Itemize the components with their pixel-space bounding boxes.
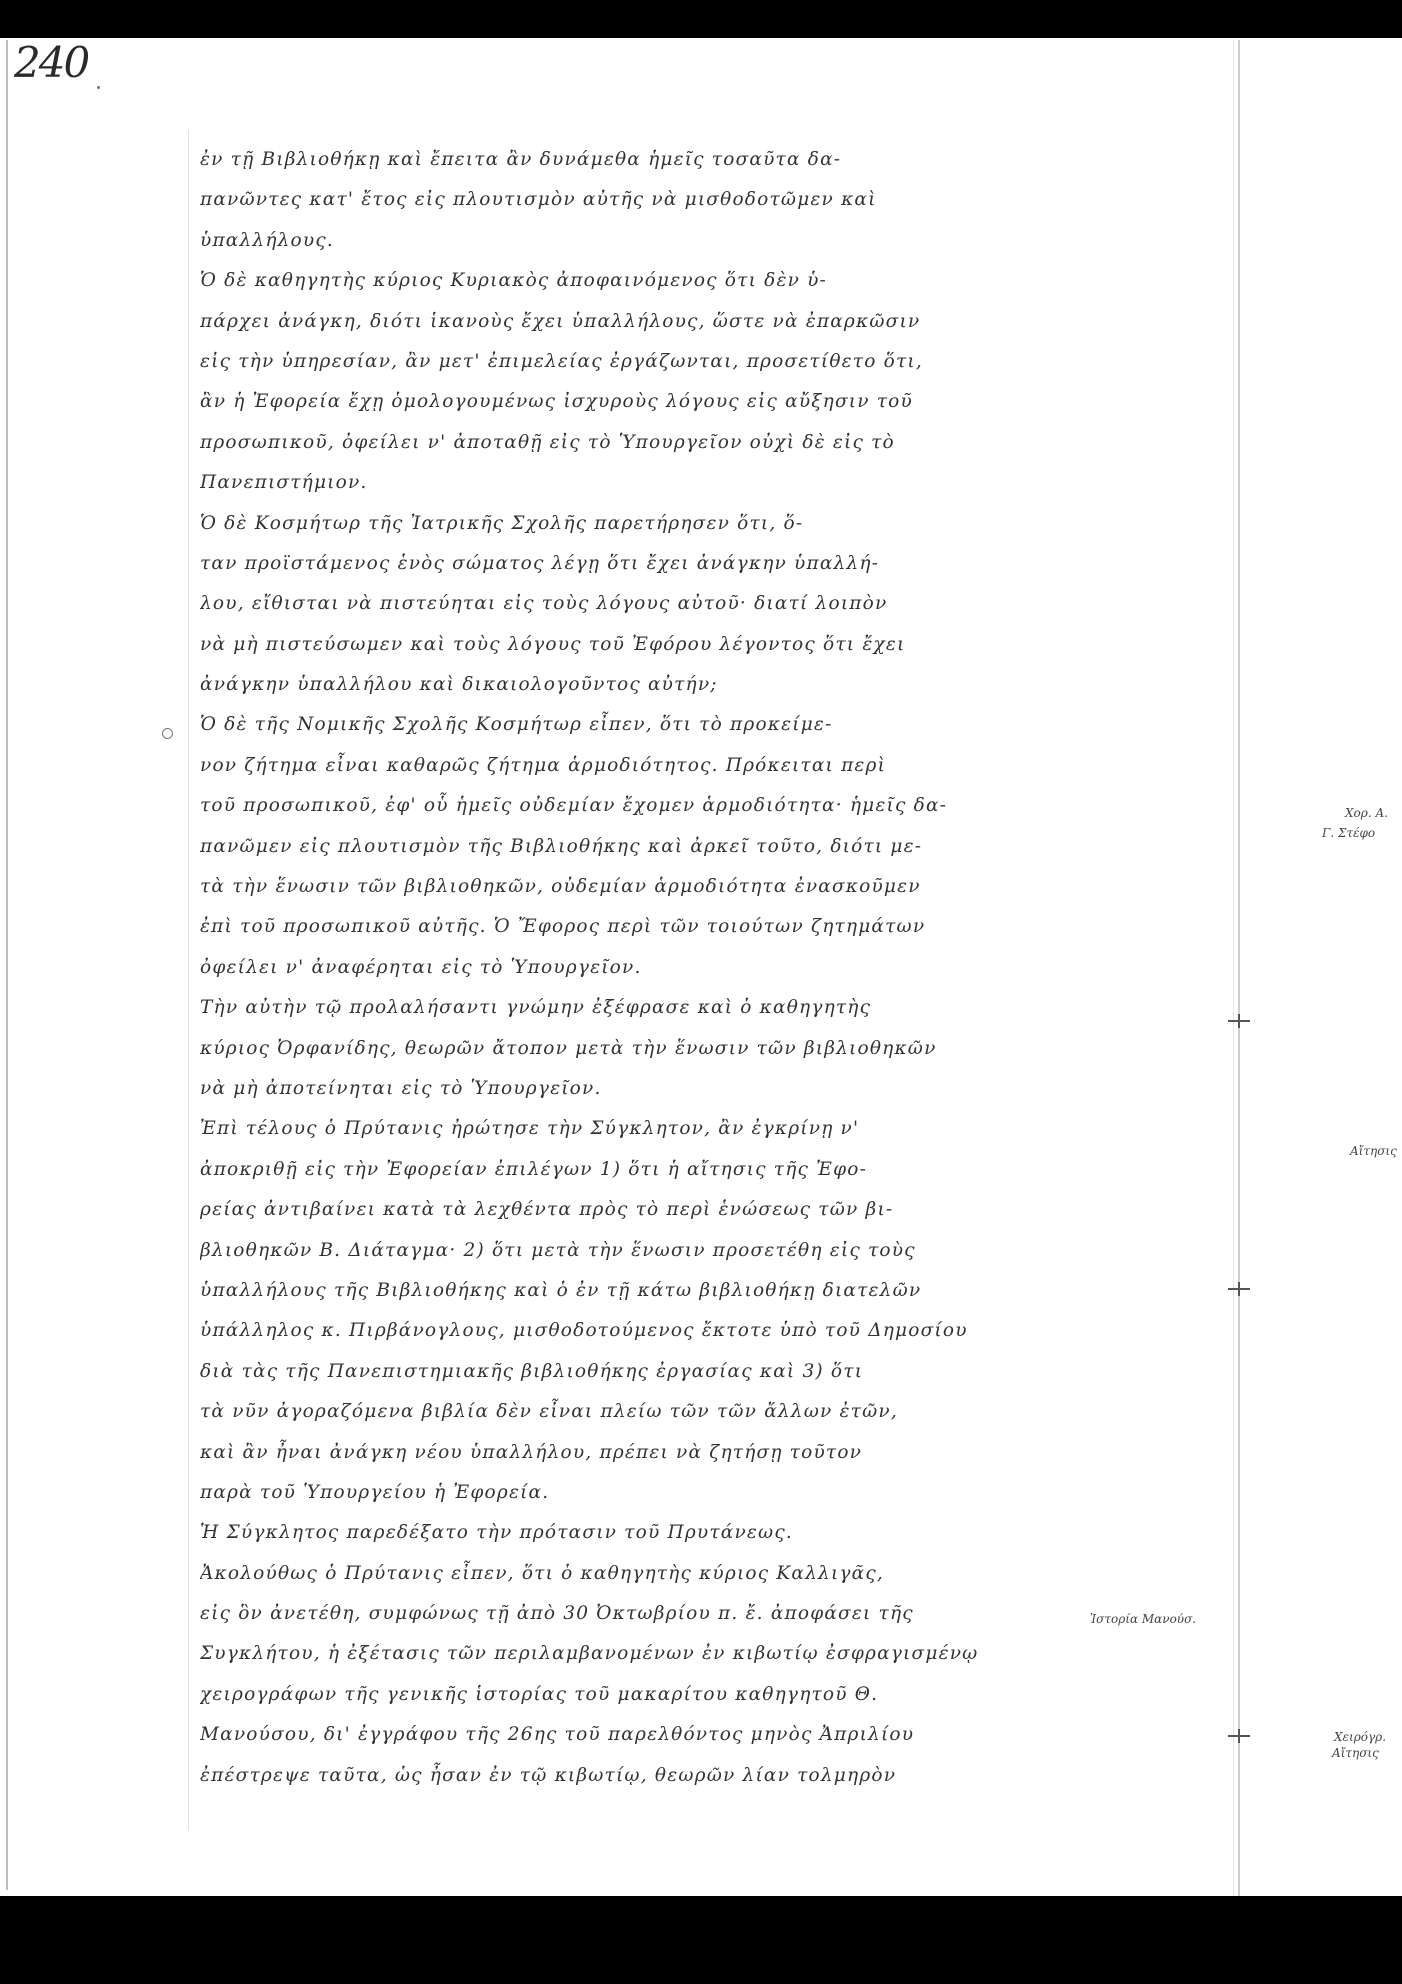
text-line: ρείας ἀντιβαίνει κατὰ τὰ λεχθέντα πρὸς τὸ περὶ ἑνώσεως τῶν βι- [200, 1199, 894, 1221]
margin-rule-line [1238, 40, 1240, 1896]
text-line: Ἡ Σύγκλητος παρεδέξατο τὴν πρότασιν τοῦ Πρυτάνεως. [200, 1522, 793, 1544]
text-line: διὰ τὰς τῆς Πανεπιστημιακῆς βιβλιοθήκης ἐργασίας καὶ 3) ὅτι [200, 1360, 864, 1382]
text-line: ὑπαλλήλους. [200, 229, 334, 251]
text-line: ὑπαλλήλους τῆς Βιβλιοθήκης καὶ ὁ ἐν τῇ κάτω βιβλιοθήκῃ διατελῶν [200, 1279, 922, 1301]
margin-note: Αἴτησις [1332, 1746, 1379, 1760]
text-margin-rule [188, 130, 189, 1830]
text-line: ἐπὶ τοῦ προσωπικοῦ αὐτῆς. Ὁ Ἔφορος περὶ τῶν τοιούτων ζητημάτων [200, 916, 926, 938]
text-line: ἂν ἡ Ἐφορεία ἔχῃ ὁμολογουμένως ἰσχυροὺς λόγους εἰς αὔξησιν τοῦ [200, 391, 913, 413]
scan-bottom-border [0, 1896, 1402, 1984]
text-line: Ὁ δὲ καθηγητὴς κύριος Κυριακὸς ἀποφαινόμενος ὅτι δὲν ὑ- [200, 270, 828, 292]
text-line: ἐπέστρεψε ταῦτα, ὡς ἦσαν ἐν τῷ κιβωτίῳ, θεωρῶν λίαν τολμηρὸν [200, 1764, 897, 1786]
text-line: χειρογράφων τῆς γενικῆς ἱστορίας τοῦ μακαρίτου καθηγητοῦ Θ. [200, 1683, 879, 1705]
margin-note: Αἴτησις [1350, 1144, 1397, 1158]
text-line: κύριος Ὀρφανίδης, θεωρῶν ἄτοπον μετὰ τὴν ἕνωσιν τῶν βιβλιοθηκῶν [200, 1037, 937, 1059]
text-line: Ἀκολούθως ὁ Πρύτανις εἶπεν, ὅτι ὁ καθηγητὴς κύριος Καλλιγᾶς, [200, 1562, 884, 1584]
page-number: 240 [14, 38, 89, 87]
margin-tick-mark [1228, 1288, 1250, 1290]
text-line: Τὴν αὐτὴν τῷ προλαλήσαντι γνώμην ἐξέφρασε καὶ ὁ καθηγητὴς [200, 997, 872, 1019]
text-line: ἐν τῇ Βιβλιοθήκῃ καὶ ἔπειτα ἂν δυνάμεθα ἡμεῖς τοσαῦτα δα- [200, 149, 842, 170]
margin-note: Χορ. Α. [1345, 806, 1388, 820]
text-line: τὰ τὴν ἕνωσιν τῶν βιβλιοθηκῶν, οὐδεμίαν ἁρμοδιότητα ἐνασκοῦμεν [200, 876, 921, 898]
text-line: εἰς ὃν ἀνετέθη, συμφώνως τῇ ἀπὸ 30 Ὀκτωβρίου π. ἔ. ἀποφάσει τῆς [200, 1603, 914, 1625]
margin-note: Γ. Στέφο [1322, 826, 1376, 840]
margin-tick-mark [1228, 1735, 1250, 1737]
margin-note: Ἱστορία Μανούσ. [1090, 1612, 1197, 1626]
text-line: νὰ μὴ πιστεύσωμεν καὶ τοὺς λόγους τοῦ Ἐφόρου λέγοντος ὅτι ἔχει [200, 633, 906, 655]
handwritten-text-body [200, 140, 1060, 1796]
margin-rule-line-inner [1233, 40, 1234, 1896]
ink-blot [162, 728, 173, 739]
text-line: πανῶντες κατ' ἔτος εἰς πλουτισμὸν αὐτῆς νὰ μισθοδοτῶμεν καὶ [200, 189, 877, 211]
text-line: τοῦ προσωπικοῦ, ἐφ' οὗ ἡμεῖς οὐδεμίαν ἔχομεν ἁρμοδιότητα· ἡμεῖς δα- [200, 795, 948, 817]
margin-note: Χειρόγρ. [1334, 1730, 1387, 1744]
ink-speck [97, 86, 100, 89]
text-line: ἀποκριθῇ εἰς τὴν Ἐφορείαν ἐπιλέγων 1) ὅτι ἡ αἴτησις τῆς Ἐφο- [200, 1158, 868, 1180]
scan-top-border [0, 0, 1402, 38]
text-line: Ὁ δὲ τῆς Νομικῆς Σχολῆς Κοσμήτωρ εἶπεν, ὅτι τὸ προκείμε- [200, 714, 833, 736]
text-line: εἰς τὴν ὑπηρεσίαν, ἂν μετ' ἐπιμελείας ἐργάζωνται, προσετίθετο ὅτι, [200, 350, 923, 372]
text-line: Πανεπιστήμιον. [200, 472, 368, 494]
text-line: ὀφείλει ν' ἀναφέρηται εἰς τὸ Ὑπουργεῖον. [200, 956, 642, 978]
binding-edge-line [6, 40, 8, 1890]
text-line: Ἐπὶ τέλους ὁ Πρύτανις ἠρώτησε τὴν Σύγκλητον, ἂν ἐγκρίνῃ ν' [200, 1118, 860, 1140]
text-line: προσωπικοῦ, ὀφείλει ν' ἀποταθῇ εἰς τὸ Ὑπουργεῖον οὐχὶ δὲ εἰς τὸ [200, 431, 895, 453]
text-line: νὰ μὴ ἀποτείνηται εἰς τὸ Ὑπουργεῖον. [200, 1077, 602, 1099]
text-line: καὶ ἂν ἦναι ἀνάγκη νέου ὑπαλλήλου, πρέπει νὰ ζητήσῃ τοῦτον [200, 1441, 863, 1463]
text-line: Ὁ δὲ Κοσμήτωρ τῆς Ἰατρικῆς Σχολῆς παρετήρησεν ὅτι, ὅ- [200, 512, 804, 534]
text-line: Μανούσου, δι' ἐγγράφου τῆς 26ης τοῦ παρελθόντος μηνὸς Ἀπριλίου [200, 1724, 915, 1746]
text-line: ταν προϊστάμενος ἑνὸς σώματος λέγῃ ὅτι ἔχει ἀνάγκην ὑπαλλή- [200, 552, 880, 574]
text-line: Συγκλήτου, ἡ ἐξέτασις τῶν περιλαμβανομένων ἐν κιβωτίῳ ἐσφραγισμένῳ [200, 1643, 979, 1665]
text-line: νον ζήτημα εἶναι καθαρῶς ζήτημα ἁρμοδιότητος. Πρόκειται περὶ [200, 754, 887, 776]
text-line: τὰ νῦν ἀγοραζόμενα βιβλία δὲν εἶναι πλείω τῶν τῶν ἄλλων ἐτῶν, [200, 1401, 898, 1423]
text-line: ὑπάλληλος κ. Πιρβάνογλους, μισθοδοτούμενος ἔκτοτε ὑπὸ τοῦ Δημοσίου [200, 1320, 968, 1342]
text-line: βλιοθηκῶν Β. Διάταγμα· 2) ὅτι μετὰ τὴν ἕνωσιν προσετέθη εἰς τοὺς [200, 1239, 916, 1261]
text-line: λου, εἴθισται νὰ πιστεύηται εἰς τοὺς λόγους αὐτοῦ· διατί λοιπὸν [200, 593, 888, 615]
text-line: πανῶμεν εἰς πλουτισμὸν τῆς Βιβλιοθήκης καὶ ἀρκεῖ τοῦτο, διότι με- [200, 835, 923, 857]
text-line: ἀνάγκην ὑπαλλήλου καὶ δικαιολογοῦντος αὐτήν; [200, 674, 718, 696]
margin-tick-mark [1228, 1020, 1250, 1022]
text-line: πάρχει ἀνάγκη, διότι ἱκανοὺς ἔχει ὑπαλλήλους, ὥστε νὰ ἐπαρκῶσιν [200, 310, 921, 332]
text-line: παρὰ τοῦ Ὑπουργείου ἡ Ἐφορεία. [200, 1481, 550, 1503]
